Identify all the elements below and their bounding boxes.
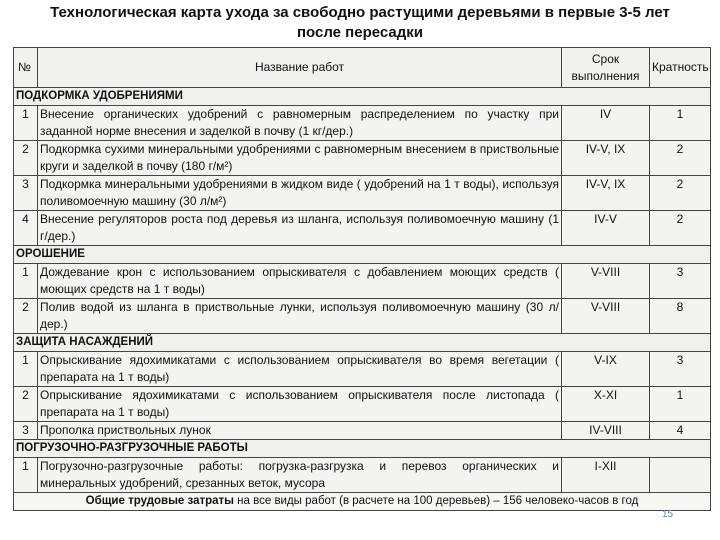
- table-row: [14, 352, 711, 387]
- row-work-name: Опрыскивание ядохимикатами с использованием опрыскивателя после листопада ( препарата на 1 т воды): [38, 387, 562, 422]
- row-work-name: Полив водой из шланга в приствольные лунки, используя поливомоечную машину (30 л/дер.): [38, 299, 562, 334]
- table-row: [14, 299, 711, 334]
- header-term: [562, 48, 650, 88]
- section-title: ОРОШЕНИЕ: [14, 246, 711, 264]
- section-row: [14, 246, 711, 264]
- row-frequency: 1: [650, 106, 711, 141]
- row-number: 2: [14, 299, 38, 334]
- table-row: [14, 211, 711, 246]
- table-row: [14, 176, 711, 211]
- row-work-name: Подкормка минеральными удобрениями в жидком виде ( удобрений на 1 т воды), используя поливомоечную машину (30 л/м²): [38, 176, 562, 211]
- row-frequency: 8: [650, 299, 711, 334]
- row-work-name: Погрузочно-разгрузочные работы: погрузка-разгрузка и перевоз органических и минеральных удобрений, срезанных веток, мусора: [38, 458, 562, 493]
- row-term: IV-VIII: [562, 422, 650, 440]
- section-row: [14, 88, 711, 106]
- header-name: Название работ: [38, 48, 562, 88]
- row-frequency: 4: [650, 422, 711, 440]
- total-row: [14, 493, 711, 511]
- row-frequency: [650, 458, 711, 493]
- table-row: [14, 458, 711, 493]
- row-term: IV-V: [562, 211, 650, 246]
- row-number: 1: [14, 352, 38, 387]
- row-number: 1: [14, 106, 38, 141]
- row-work-name: Внесение органических удобрений с равномерным распределением по участку при заданной норме внесения и заделкой в почву (1 кг/дер.): [38, 106, 562, 141]
- total-label: Общие трудовые затраты: [85, 495, 234, 507]
- row-frequency: 3: [650, 352, 711, 387]
- row-number: 4: [14, 211, 38, 246]
- section-row: [14, 334, 711, 352]
- table-row: [14, 264, 711, 299]
- table-row: [14, 106, 711, 141]
- row-frequency: 2: [650, 211, 711, 246]
- row-work-name: Дождевание крон с использованием опрыскивателя с добавлением моющих средств ( моющих средств на 1 т воды): [38, 264, 562, 299]
- row-number: 2: [14, 141, 38, 176]
- row-term: IV-V, IX: [562, 176, 650, 211]
- header-num: №: [14, 48, 38, 88]
- row-work-name: Прополка приствольных лунок: [38, 422, 562, 440]
- title-line-2: после пересадки: [296, 24, 424, 41]
- row-term: V-VIII: [562, 299, 650, 334]
- row-frequency: 2: [650, 141, 711, 176]
- row-term: V-VIII: [562, 264, 650, 299]
- total-text: на все виды работ (в расчете на 100 деревьев) – 156 человеко-часов в год: [233, 495, 639, 507]
- row-term: V-IX: [562, 352, 650, 387]
- page-title: [0, 3, 720, 43]
- section-row: [14, 440, 711, 458]
- row-number: 1: [14, 458, 38, 493]
- header-row: [14, 48, 711, 88]
- row-frequency: 1: [650, 387, 711, 422]
- header-term-line2: выполнения: [571, 68, 640, 83]
- table-row: [14, 422, 711, 440]
- row-work-name: Внесение регуляторов роста под деревья из шланга, используя поливомоечную машину (1 г/дер.): [38, 211, 562, 246]
- row-term: IV: [562, 106, 650, 141]
- header-frequency: Кратность: [650, 48, 711, 88]
- section-title: ЗАЩИТА НАСАЖДЕНИЙ: [14, 334, 711, 352]
- total-cell: [14, 493, 711, 511]
- page-number: 15: [662, 509, 674, 520]
- section-title: ПОГРУЗОЧНО-РАЗГРУЗОЧНЫЕ РАБОТЫ: [14, 440, 711, 458]
- row-term: I-XII: [562, 458, 650, 493]
- row-number: 3: [14, 176, 38, 211]
- title-line-1: Технологическая карта ухода за свободно растущими деревьями в первые 3-5 лет: [50, 4, 670, 21]
- row-work-name: Опрыскивание ядохимикатами с использованием опрыскивателя во время вегетации ( препарата на 1 т воды): [38, 352, 562, 387]
- row-frequency: 2: [650, 176, 711, 211]
- row-term: IV-V, IX: [562, 141, 650, 176]
- row-term: X-XI: [562, 387, 650, 422]
- section-title: ПОДКОРМКА УДОБРЕНИЯМИ: [14, 88, 711, 106]
- row-number: 1: [14, 264, 38, 299]
- row-number: 2: [14, 387, 38, 422]
- table-row: [14, 387, 711, 422]
- row-frequency: 3: [650, 264, 711, 299]
- row-work-name: Подкормка сухими минеральными удобрениями с равномерным внесением в приствольные круги и заделкой в почву (180 г/м²): [38, 141, 562, 176]
- header-term-line1: Срок: [591, 51, 620, 66]
- row-number: 3: [14, 422, 38, 440]
- work-table: [13, 47, 711, 511]
- table-row: [14, 141, 711, 176]
